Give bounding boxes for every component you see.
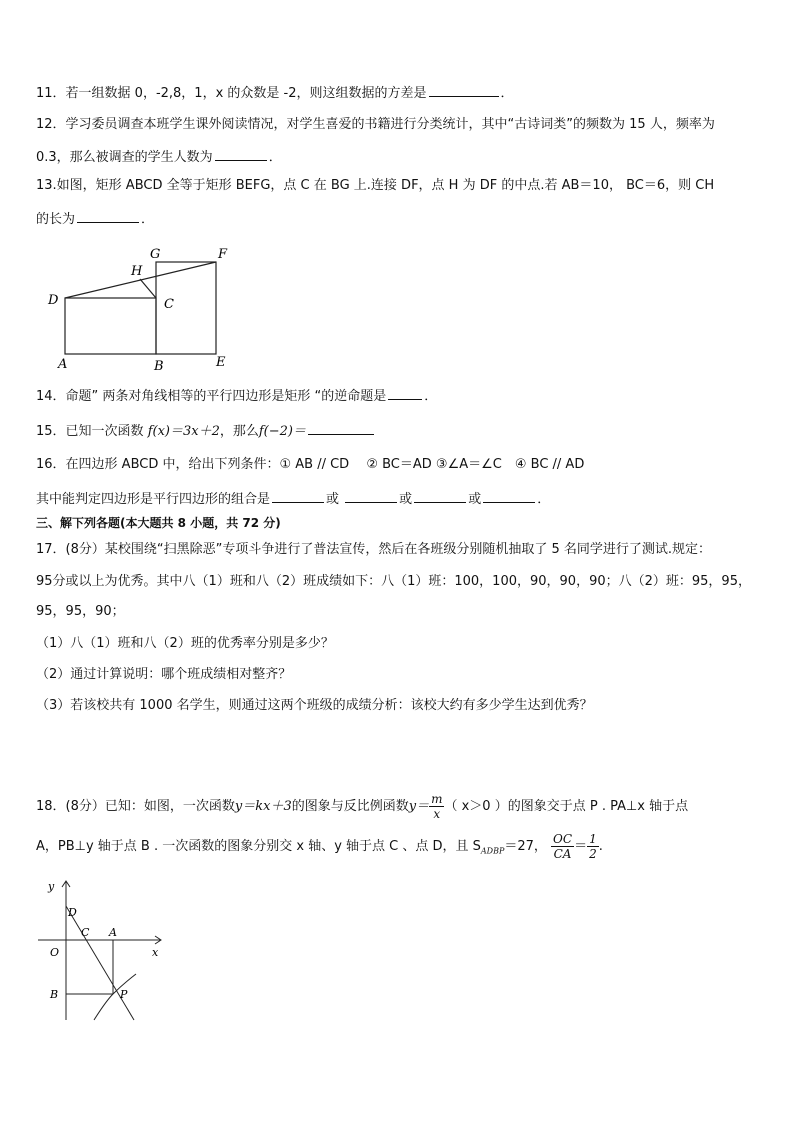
- q11-end: ．: [500, 86, 514, 101]
- q17-line3: 95，95，90；: [36, 604, 125, 619]
- line-kx3: [66, 906, 134, 1020]
- q16-line2-pre: 其中能判定四边形是平行四边形的组合是: [36, 492, 271, 507]
- frac2-den: CA: [553, 847, 572, 861]
- rect-abcd: [65, 298, 156, 354]
- q18-line1-pre: 18．(8分）已知：如图，一次函数: [36, 799, 235, 814]
- q11-text: 11．若一组数据 0，-2,8，1，x 的众数是 -2，则这组数据的方差是: [36, 86, 427, 101]
- q16-or-2: 或: [399, 492, 413, 507]
- q18-line1-mid: 的图象与反比例函数: [291, 799, 409, 814]
- label-O: O: [50, 946, 60, 959]
- section-3-heading: 三、解下列各题(本大题共 8 小题，共 72 分): [36, 516, 281, 530]
- q17-line2: 95分或以上为优秀。其中八（1）班和八（2）班成绩如下：八（1）班：100，100，90，90，90；八（2）班：95，95，: [36, 574, 751, 589]
- q12-end: ．: [268, 150, 282, 165]
- question-18-line2: [36, 832, 603, 867]
- label-y: y: [48, 880, 55, 893]
- label-F: F: [218, 247, 228, 262]
- q16-or-3: 或: [468, 492, 482, 507]
- label-C: C: [164, 297, 174, 312]
- q17-line1: 17．(8分）某校围绕“扫黑除恶”专项斗争进行了普法宣传，然后在各班级分别随机抽取了 5 名同学进行了测试.规定：: [36, 542, 712, 557]
- q16-blank-2[interactable]: [345, 488, 397, 503]
- question-12-line2: [36, 146, 282, 167]
- q13-line2: 的长为: [36, 212, 76, 227]
- q18-y: y＝: [408, 799, 430, 814]
- question-16-line2: [36, 488, 550, 509]
- q17-sub1: （1）八（1）班和八（2）班的优秀率分别是多少？: [36, 636, 334, 651]
- segment-hc: [140, 279, 156, 298]
- question-13-line2: [36, 208, 154, 229]
- label-D: D: [48, 293, 59, 308]
- label-B: B: [50, 988, 59, 1001]
- q16-blank-4[interactable]: [483, 488, 535, 503]
- q12-answer-blank[interactable]: [215, 146, 267, 161]
- q15-mid: ，那么: [219, 424, 259, 439]
- label-P: P: [120, 988, 128, 1001]
- q18-fraction-one-half: [587, 832, 599, 861]
- frac1-num: m: [431, 792, 443, 806]
- q14-answer-blank[interactable]: [388, 385, 422, 400]
- q14-text: 14．命题” 两条对角线相等的平行四边形是矩形 “的逆命题是: [36, 389, 387, 404]
- q13-answer-blank[interactable]: [77, 208, 139, 223]
- label-C: C: [81, 926, 90, 939]
- frac3-num: 1: [589, 832, 597, 846]
- label-H: H: [131, 264, 143, 279]
- q16-blank-3[interactable]: [414, 488, 466, 503]
- q17-sub2: （2）通过计算说明：哪个班成绩相对整齐？: [36, 667, 292, 682]
- q18-line2-mid: ＝27，: [504, 839, 547, 854]
- q13-figure: [36, 238, 246, 374]
- q16-or-1: 或: [326, 492, 340, 507]
- q16-end: ．: [537, 492, 551, 507]
- q18-line2-pre: A，PB⊥y 轴于点 B . 一次函数的图象分别交 x 轴、y 轴于点 C 、点 D，且 S: [36, 839, 481, 854]
- question-15: [36, 420, 376, 441]
- label-x: x: [152, 946, 159, 959]
- q12-line1: 12．学习委员调查本班学生课外阅读情况，对学生喜爱的书籍进行分类统计，其中“古诗词类”的频数为 15 人，频率为: [36, 117, 715, 132]
- q15-answer-blank[interactable]: [308, 420, 374, 435]
- q11-answer-blank[interactable]: [429, 82, 499, 97]
- frac2-num: OC: [553, 832, 573, 846]
- q17-sub3: （3）若该校共有 1000 名学生，则通过这两个班级的成绩分析：该校大约有多少学生达到优秀？: [36, 698, 593, 713]
- q18-line2-eq: ＝: [574, 839, 588, 854]
- q15-eval: f(−2)＝: [258, 424, 306, 439]
- label-D: D: [68, 906, 77, 919]
- q16-blank-1[interactable]: [272, 488, 324, 503]
- q14-end: ．: [424, 389, 438, 404]
- question-18-line1: [36, 792, 688, 822]
- label-A: A: [58, 357, 68, 372]
- q15-func: f(x)＝3x＋2: [147, 424, 220, 439]
- q13-end: ．: [141, 212, 155, 227]
- label-B: B: [154, 359, 164, 374]
- question-14: [36, 385, 437, 406]
- q16-line1: 16．在四边形 ABCD 中，给出下列条件：① AB // CD ② BC＝AD ③∠A＝∠C ④ BC // AD: [36, 457, 585, 472]
- label-G: G: [150, 247, 161, 262]
- q18-line2-sub: ADBP: [480, 846, 505, 856]
- q15-pre: 15．已知一次函数: [36, 424, 144, 439]
- q13-line1: 13.如图，矩形 ABCD 全等于矩形 BEFG，点 C 在 BG 上.连接 DF，点 H 为 DF 的中点.若 AB＝10， BC＝6，则 CH: [36, 178, 715, 193]
- question-11: [36, 82, 514, 103]
- q18-figure: [36, 876, 176, 1026]
- q18-fraction-oc-over-ca: [551, 832, 574, 861]
- q18-f1: y＝kx＋3: [234, 799, 292, 814]
- q18-line1-post: （ x＞0 ）的图象交于点 P . PA⊥x 轴于点: [444, 799, 689, 814]
- frac3-den: 2: [589, 847, 597, 861]
- q18-fraction-m-over-x: [429, 792, 444, 821]
- frac1-den: x: [433, 807, 441, 821]
- q18-end: .: [598, 839, 603, 854]
- q12-line2: 0.3，那么被调查的学生人数为: [36, 150, 213, 165]
- label-E: E: [216, 355, 226, 370]
- label-A: A: [109, 926, 117, 939]
